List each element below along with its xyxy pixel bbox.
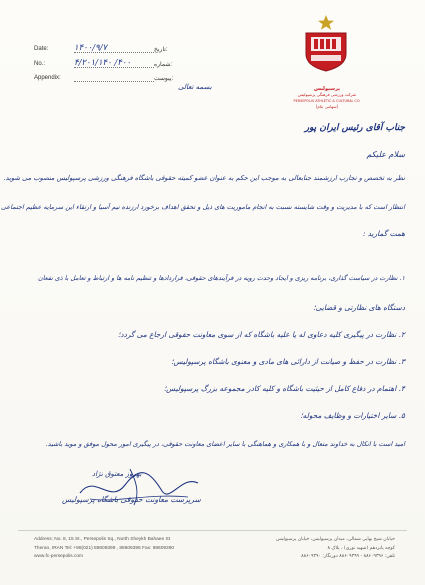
signature-title: سرپرست معاونت حقوقی باشگاه پرسپولیس [62, 495, 201, 504]
item-1: ۱. نظارت در سیاست گذاری، برنامه ریزی و ایجاد وحدت رویه در فرآیندهای حقوقی، قراردادها و تنظیم نامه ها و ارتباط و تعامل با ذی نفعان [38, 274, 405, 282]
item-3: ۳. نظارت در حفظ و صیانت از دارائی های مادی و معنوی باشگاه پرسپولیس؛ [171, 357, 405, 366]
date-value: ۱۴۰۰/۹/۷ [74, 43, 108, 53]
paragraph-2-end: همت گمارید : [362, 229, 405, 238]
footer-address-line: Address: No. 8, 15 St., Persepolis Sq., North Sheykh Bahaee St [34, 537, 170, 542]
appendix-label-fa: پیوست: [154, 76, 174, 82]
signature-name: بهروز معتوق نژاد [92, 470, 142, 478]
persepolis-logo-icon [301, 14, 351, 72]
logo-caption-line4: (سهامی عام) [315, 104, 339, 109]
item-4: ۴. اهتمام در دفاع کامل از حیثیت باشگاه و کلیه کادر مجموعه بزرگ پرسپولیس؛ [163, 384, 405, 393]
footer-address-fa-line2: کوچه پانزدهم (شهید نوری) ، پلاک ۸ [327, 545, 395, 551]
number-value: ۴/۲۰۱/۱۴۰ /۴۰۰ [74, 58, 131, 68]
date-label: Date: [34, 46, 49, 52]
footer-address-fa-line1: خیابان شیخ بهایی شمالی، میدان پرسپولیس، خیابان پرسپولیس [276, 537, 395, 542]
logo-caption-line1: پرسپولیس [313, 86, 341, 92]
salutation: جناب آقای رئیس ایران پور [304, 123, 405, 133]
footer-address-fa-line3: تلفن: ۸۸۶۰۹۳۹۶ - ۸۸۶۰۹۳۹۹ دورنگار: ۸۸۶۰۹۳۹۰ [301, 554, 395, 560]
footer-address-fa [255, 536, 395, 562]
closing-paragraph: امید است با اتکال به خداوند متعال و با همکاری و هماهنگی با سایر اعضای معاونت حقوقی، در پیگیری امور محول موفق و موید باشید. [45, 440, 405, 448]
number-label-fa: شماره: [154, 62, 173, 68]
item-2: ۲. نظارت در پیگیری کلیه دعاوی له یا علیه باشگاه که از سوی معاونت حقوقی ارجاع می گردد؛ [117, 330, 405, 339]
date-label-fa: تاریخ: [154, 47, 168, 53]
paragraph-2: انتظار است که با مدیریت و وقت شایسته نسبت به انجام ماموریت های ذیل و تحقق اهداف برخورد ارزنده تیم آسیا و ارتقاء این سرمایه عظیم اجتماعی [0, 203, 405, 211]
bismillah: بسمه تعالی [178, 83, 212, 91]
appendix-label: Appendix: [34, 75, 61, 81]
logo-caption-line2: شرکت ورزشی فرهنگی پرسپولیس [297, 92, 357, 97]
date-row [34, 43, 168, 53]
footer-divider [18, 530, 407, 531]
appendix-row [34, 75, 174, 82]
item-5: ۵. سایر اختیارات و وظایف محوله؛ [300, 411, 405, 420]
paragraph-1: نظر به تخصص و تجارب ارزشمند جنابعالی به موجب این حکم به عنوان عضو کمیته حقوقی باشگاه فرهنگی ورزشی پرسپولیس منصوب می شوید. [3, 174, 405, 182]
greeting: سلام علیکم [366, 150, 405, 159]
number-label: No.: [34, 61, 46, 67]
item-1-end: دستگاه های نظارتی و قضایی؛ [313, 303, 405, 312]
number-row [34, 58, 173, 68]
footer-address-en [34, 536, 174, 562]
footer-website: www.fc-persepolis.com [34, 554, 84, 560]
logo-caption-line3: PERSEPOLIS ATHLETIC & CULTURAL CO. [293, 99, 361, 103]
footer-contact-line: Theran, IRAN Tel: +98(021) 88609399 , 88609396 Fax: 88609390 [34, 545, 175, 551]
logo-caption [287, 86, 367, 110]
